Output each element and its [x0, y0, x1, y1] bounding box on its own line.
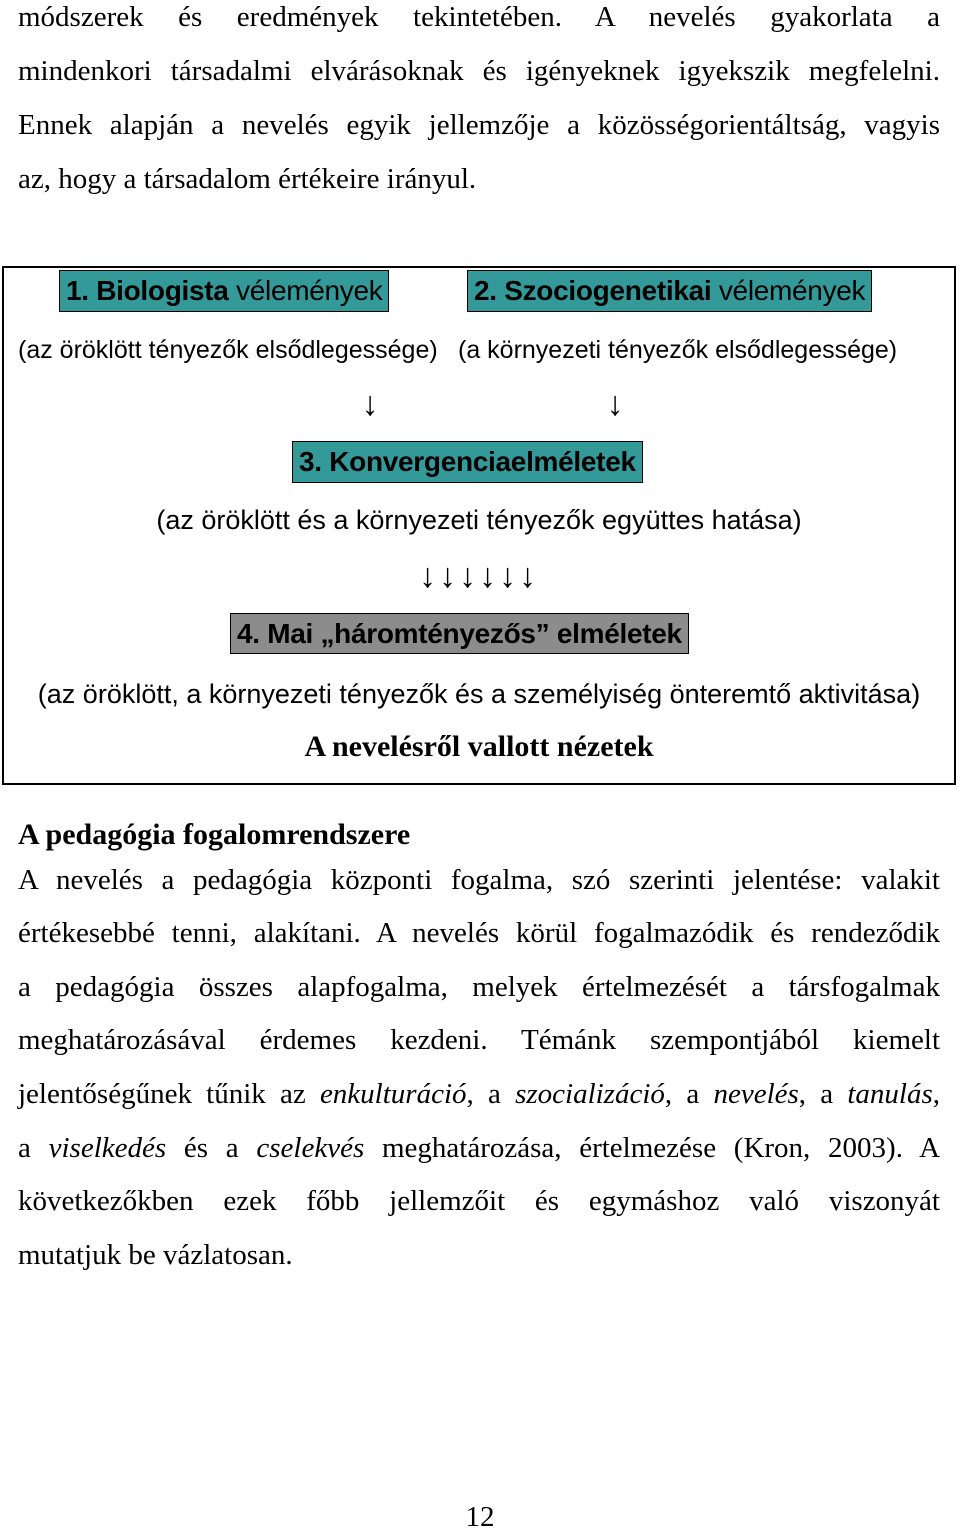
box-szociogenetikai — [467, 270, 872, 312]
views-on-education-diagram — [2, 266, 956, 785]
text-run: jelentőségűnek tűnik az — [18, 1078, 320, 1110]
box-title-normal: vélemények — [236, 275, 383, 306]
italic-term: cselekvés — [256, 1132, 365, 1164]
box-haromtenyezos: 4. Mai „háromtényezős” elméletek — [230, 613, 689, 654]
box-biologista-note: (az öröklött tényezők elsődlegessége) — [18, 336, 438, 364]
page-number: 12 — [465, 1501, 495, 1532]
paragraph-line — [18, 1077, 940, 1111]
box-szociogenetikai-note: (a környezeti tényezők elsődlegessége) — [458, 336, 898, 364]
text-run: , a — [798, 1078, 848, 1110]
italic-term: nevelés — [713, 1078, 799, 1110]
italic-term: tanulás — [847, 1078, 933, 1110]
paragraph-line — [18, 1131, 940, 1165]
intro-line: mindenkori társadalmi elvárásoknak és igényeknek igyekszik megfelelni. — [18, 55, 940, 87]
down-arrow-icon: ↓ — [606, 386, 624, 423]
box-title-normal: vélemények — [718, 275, 866, 306]
paragraph-line: értékesebbé tenni, alakítani. A nevelés körül fogalmazódik és rendeződik — [18, 917, 940, 949]
italic-term: szocializáció — [515, 1078, 665, 1110]
box-konvergencia-note: (az öröklött és a környezeti tényezők együttes hatása) — [156, 505, 802, 535]
text-run: meghatározása, értelmezése (Kron, 2003). A — [364, 1132, 941, 1164]
box-biologista — [59, 270, 389, 312]
text-run: , a — [466, 1078, 516, 1110]
paragraph-line: mutatjuk be vázlatosan. — [18, 1239, 293, 1271]
box-konvergencia: 3. Konvergenciaelméletek — [292, 441, 643, 483]
diagram-caption: A nevelésről vallott nézetek — [304, 730, 654, 763]
down-arrows-row-icon: ↓↓↓↓↓↓ — [419, 558, 539, 595]
section-heading: A pedagógia fogalomrendszere — [18, 818, 411, 851]
paragraph-line: meghatározásával érdemes kezdeni. Témánk szempontjából kiemelt — [18, 1024, 940, 1056]
box-title-bold: 2. Szociogenetikai — [474, 275, 712, 306]
text-run: , a — [664, 1078, 714, 1110]
box-haromtenyezos-note: (az öröklött, a környezeti tényezők és a személyiség önteremtő aktivitása) — [37, 679, 921, 709]
paragraph-line: A nevelés a pedagógia központi fogalma, szó szerinti jelentése: valakit — [18, 864, 940, 896]
paragraph-line: a pedagógia összes alapfogalma, melyek értelmezését a társfogalmak — [18, 971, 940, 1003]
intro-line: módszerek és eredmények tekintetében. A nevelés gyakorlata a — [18, 1, 940, 33]
box-title-bold: 1. Biologista — [66, 275, 229, 306]
down-arrow-icon: ↓ — [361, 386, 379, 423]
italic-term: viselkedés — [48, 1132, 167, 1164]
intro-line: az, hogy a társadalom értékeire irányul. — [18, 163, 477, 195]
paragraph-line: következőkben ezek főbb jellemzőit és egymáshoz való viszonyát — [18, 1185, 940, 1217]
text-run: a — [18, 1132, 49, 1164]
text-run: , — [932, 1078, 940, 1110]
text-run: és a — [166, 1132, 257, 1164]
italic-term: enkulturáció — [319, 1078, 467, 1110]
intro-line: Ennek alapján a nevelés egyik jellemzője a közösségorientáltság, vagyis — [18, 109, 940, 141]
